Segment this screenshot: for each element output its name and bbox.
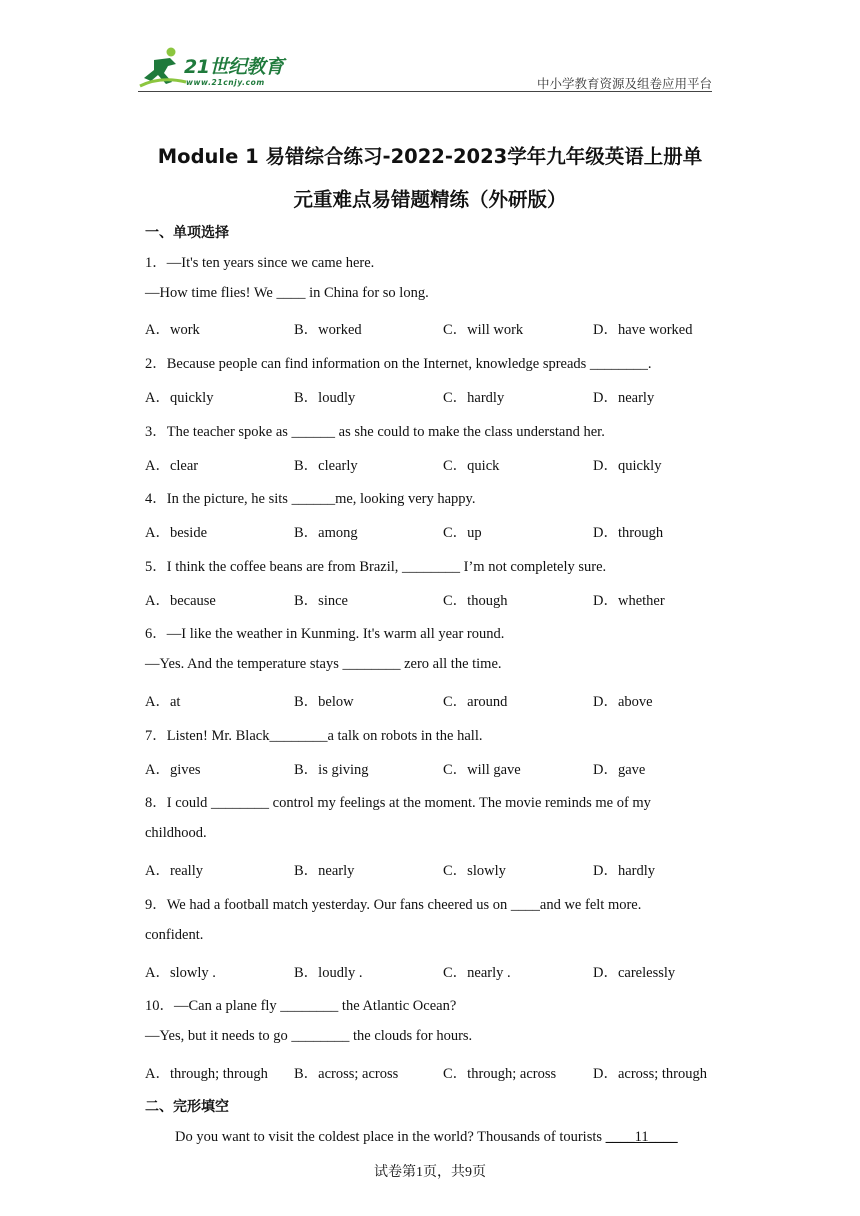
logo-url: www.21cnjy.com [186, 78, 265, 87]
question-7-line-1: 7．Listen! Mr. Black________a talk on robots in the hall. [145, 728, 483, 744]
cloze-text: Do you want to visit the coldest place in the world? Thousands of tourists [175, 1129, 606, 1145]
q8-option-b: B．nearly [294, 863, 355, 879]
q3-option-c: C．quick [443, 458, 500, 474]
cloze-paragraph-line [175, 1129, 678, 1146]
q6-option-d: D．above [593, 694, 653, 710]
q7-option-d: D．gave [593, 762, 646, 778]
q3-option-d: D．quickly [593, 458, 662, 474]
question-10-line-1: 10．—Can a plane fly ________ the Atlantic Ocean? [145, 998, 457, 1014]
q5-option-d: D．whether [593, 593, 665, 609]
q6-option-a: A．at [145, 694, 181, 710]
question-1-line-1: 1．—It's ten years since we came here. [145, 255, 375, 271]
q4-option-c: C．up [443, 525, 482, 541]
q1-option-a: A．work [145, 322, 200, 338]
q9-option-a: A．slowly . [145, 965, 216, 981]
q8-option-c: C．slowly [443, 863, 506, 879]
q9-option-b: B．loudly . [294, 965, 363, 981]
question-10-line-2: —Yes, but it needs to go ________ the clouds for hours. [145, 1028, 473, 1044]
runner-logo-icon [138, 46, 188, 90]
logo-text: 21世纪教育 [184, 56, 284, 78]
q2-option-d: D．nearly [593, 390, 655, 406]
q4-option-d: D．through [593, 525, 664, 541]
q1-option-d: D．have worked [593, 322, 693, 338]
question-5-line-1: 5．I think the coffee beans are from Brazil, ________ I’m not completely sure. [145, 559, 607, 575]
q1-option-b: B．worked [294, 322, 362, 338]
q5-option-b: B．since [294, 593, 348, 609]
q6-option-c: C．around [443, 694, 508, 710]
q5-option-c: C．though [443, 593, 508, 609]
q7-option-c: C．will gave [443, 762, 521, 778]
q3-option-b: B．clearly [294, 458, 358, 474]
q10-option-d: D．across; through [593, 1066, 707, 1082]
header-divider [138, 91, 712, 92]
q7-option-b: B．is giving [294, 762, 369, 778]
question-9-line-2: confident. [145, 927, 204, 943]
question-2-line-1: 2．Because people can find information on the Internet, knowledge spreads ________. [145, 356, 652, 372]
q2-option-a: A．quickly [145, 390, 214, 406]
page-footer: 试卷第1页，共9页 [374, 1165, 486, 1180]
q4-option-a: A．beside [145, 525, 208, 541]
q9-option-c: C．nearly . [443, 965, 511, 981]
doc-title-line-1: Module 1 易错综合练习-2022-2023学年九年级英语上册单 [157, 145, 703, 168]
q2-option-b: B．loudly [294, 390, 356, 406]
section-heading-choice: 一、单项选择 [145, 225, 229, 241]
page-header [138, 44, 712, 92]
q9-option-d: D．carelessly [593, 965, 676, 981]
question-3-line-1: 3．The teacher spoke as ______ as she could to make the class understand her. [145, 424, 605, 440]
platform-label: 中小学教育资源及组卷应用平台 [536, 77, 712, 91]
q8-option-a: A．really [145, 863, 203, 879]
q10-option-b: B．across; across [294, 1066, 399, 1082]
q6-option-b: B．below [294, 694, 354, 710]
cloze-blank-11: ____11____ [605, 1129, 678, 1145]
q4-option-b: B．among [294, 525, 358, 541]
question-9-line-1: 9．We had a football match yesterday. Our fans cheered us on ____and we felt more. [145, 897, 642, 913]
q3-option-a: A．clear [145, 458, 199, 474]
question-1-line-2: —How time flies! We ____ in China for so long. [145, 285, 429, 301]
question-8-line-2: childhood. [145, 825, 207, 841]
section-heading-cloze: 二、完形填空 [145, 1099, 229, 1115]
q10-option-a: A．through; through [145, 1066, 268, 1082]
question-6-line-1: 6．—I like the weather in Kunming. It's warm all year round. [145, 626, 505, 642]
question-6-line-2: —Yes. And the temperature stays ________ zero all the time. [145, 656, 502, 672]
logo [138, 44, 308, 90]
q7-option-a: A．gives [145, 762, 201, 778]
q10-option-c: C．through; across [443, 1066, 557, 1082]
doc-title-line-2: 元重难点易错题精练（外研版） [293, 188, 567, 211]
question-8-line-1: 8．I could ________ control my feelings at the moment. The movie reminds me of my [145, 795, 651, 811]
q2-option-c: C．hardly [443, 390, 505, 406]
question-4-line-1: 4．In the picture, he sits ______me, looking very happy. [145, 491, 476, 507]
q5-option-a: A．because [145, 593, 216, 609]
q8-option-d: D．hardly [593, 863, 656, 879]
q1-option-c: C．will work [443, 322, 524, 338]
